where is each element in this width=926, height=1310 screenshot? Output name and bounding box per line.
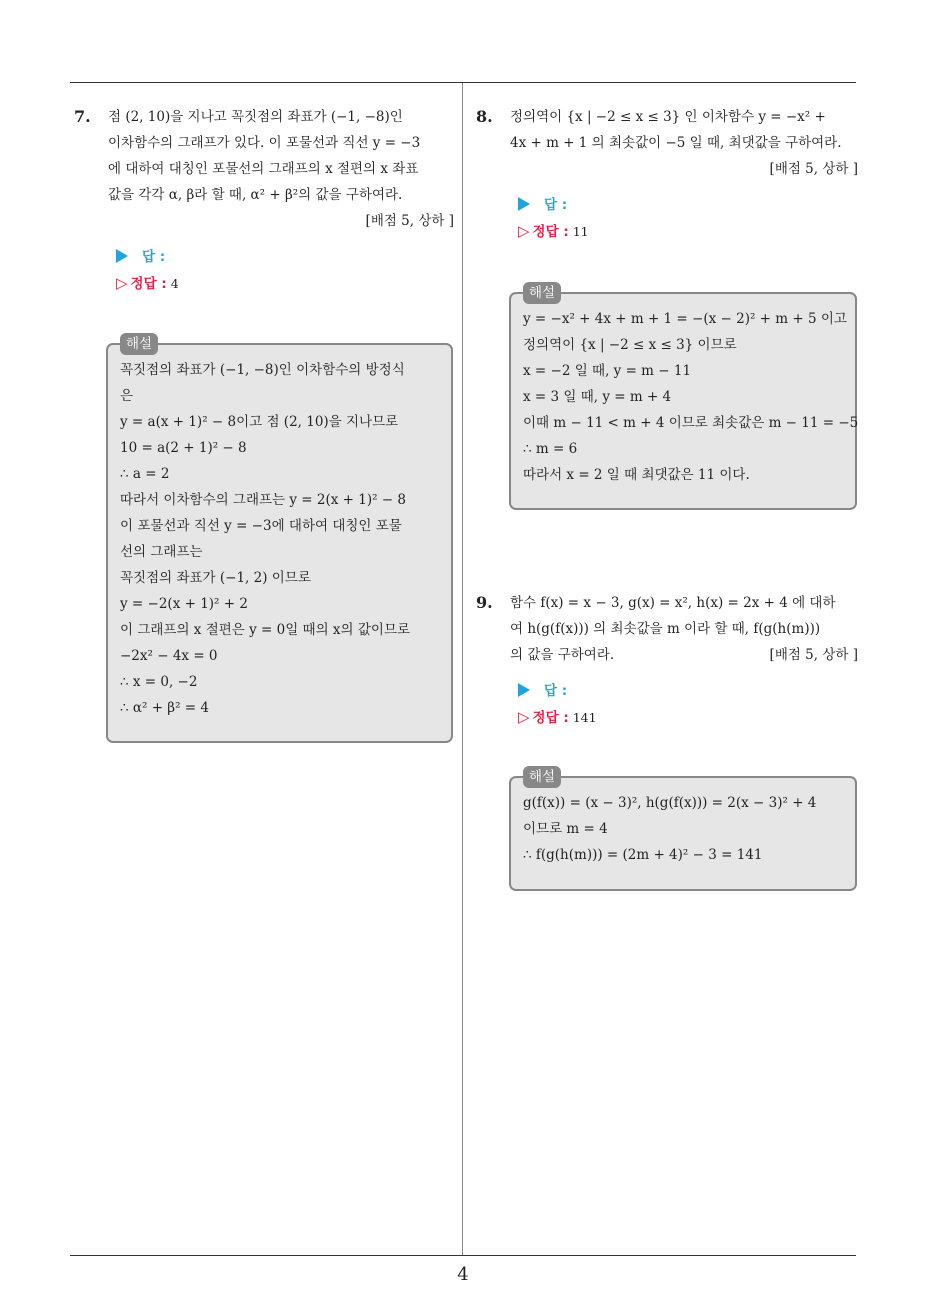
solution-line: g(f(x)) = (x − 3)², h(g(f(x))) = 2(x − 3)² + 4: [523, 795, 817, 811]
solution-line: 꼭짓점의 좌표가 (−1, 2) 이므로: [120, 570, 311, 586]
solution-tag: 해설: [523, 282, 561, 304]
answer-block: [518, 678, 858, 730]
solution-line: 선의 그래프는: [120, 544, 203, 560]
solution-line: ∴ f(g(h(m))) = (2m + 4)² − 3 = 141: [523, 847, 763, 863]
correct-value: 141: [572, 710, 597, 725]
solution-line: x = 3 일 때, y = m + 4: [523, 389, 672, 405]
correct-answer: [518, 704, 858, 730]
solution-line: y = −x² + 4x + m + 1 = −(x − 2)² + m + 5 이고: [523, 311, 847, 327]
outline-triangle-icon: ▷: [518, 708, 530, 726]
play-triangle-icon: [518, 683, 530, 697]
question-line: 값을 각각 α, β라 할 때, α² + β²의 값을 구하여라.: [108, 187, 403, 203]
solution-line: 정의역이 {x | −2 ≤ x ≤ 3} 이므로: [523, 337, 737, 353]
answer-blank: [116, 244, 454, 270]
answer-label: 답 :: [142, 249, 166, 265]
bottom-rule: [70, 1255, 856, 1256]
solution-tag: 해설: [523, 766, 561, 788]
solution-line: ∴ m = 6: [523, 441, 578, 457]
solution-line: ∴ a = 2: [120, 466, 170, 482]
solution-line: ∴ x = 0, −2: [120, 674, 198, 690]
solution-line: y = a(x + 1)² − 8이고 점 (2, 10)을 지나므로: [120, 414, 399, 430]
score-meta: [배점 5, 상하 ]: [365, 213, 454, 229]
problem-9: [476, 590, 858, 730]
solution-line: x = −2 일 때, y = m − 11: [523, 363, 692, 379]
question-line: 이차함수의 그래프가 있다. 이 포물선과 직선 y = −3: [108, 135, 421, 151]
solution-line: 꼭짓점의 좌표가 (−1, −8)인 이차함수의 방정식: [120, 362, 405, 378]
correct-value: 4: [170, 276, 179, 291]
correct-label: 정답 :: [130, 276, 167, 292]
question-line: 정의역이 {x | −2 ≤ x ≤ 3} 인 이차함수 y = −x² +: [510, 109, 826, 125]
correct-value: 11: [572, 224, 589, 239]
solution-box-9: [509, 769, 857, 891]
solution-line: 따라서 이차함수의 그래프는 y = 2(x + 1)² − 8: [120, 492, 407, 508]
solution-line: 이때 m − 11 < m + 4 이므로 최솟값은 m − 11 = −5: [523, 415, 859, 431]
problem-number: 9.: [476, 593, 493, 612]
solution-line: 10 = a(2 + 1)² − 8: [120, 440, 247, 456]
top-rule: [70, 82, 856, 83]
page-number: 4: [457, 1264, 469, 1285]
answer-label: 답 :: [544, 197, 568, 213]
solution-box-7: [106, 336, 453, 743]
solution-line: ∴ α² + β² = 4: [120, 700, 210, 716]
solution-line: 이 포물선과 직선 y = −3에 대하여 대칭인 포물: [120, 518, 402, 534]
solution-line: 은: [120, 388, 134, 404]
question-line: 점 (2, 10)을 지나고 꼭짓점의 좌표가 (−1, −8)인: [108, 109, 403, 125]
question-line: 여 h(g(f(x))) 의 최솟값을 m 이라 할 때, f(g(h(m))): [510, 621, 821, 637]
solution-line: 따라서 x = 2 일 때 최댓값은 11 이다.: [523, 467, 750, 483]
question-last-line: [510, 642, 858, 668]
correct-answer: [116, 270, 454, 296]
answer-label: 답 :: [544, 683, 568, 699]
problem-7: [74, 104, 454, 296]
answer-block: [518, 192, 858, 244]
solution-line: 이 그래프의 x 절편은 y = 0일 때의 x의 값이므로: [120, 622, 411, 638]
question-line: 함수 f(x) = x − 3, g(x) = x², h(x) = 2x + 4 에 대하: [510, 595, 836, 611]
question-line: 의 값을 구하여라.: [510, 647, 615, 663]
solution-tag: 해설: [120, 333, 158, 355]
correct-answer: [518, 218, 858, 244]
score-meta: [배점 5, 상하 ]: [769, 647, 858, 663]
correct-label: 정답 :: [532, 224, 569, 240]
question-line: 에 대하여 대칭인 포물선의 그래프의 x 절편의 x 좌표: [108, 161, 419, 177]
problem-number: 7.: [74, 107, 91, 126]
play-triangle-icon: [116, 249, 128, 263]
outline-triangle-icon: ▷: [116, 274, 128, 292]
answer-blank: [518, 678, 858, 704]
solution-box-8: [509, 285, 859, 510]
column-divider: [462, 83, 463, 1255]
problem-8: [476, 104, 858, 244]
solution-line: −2x² − 4x = 0: [120, 648, 218, 664]
problem-number: 8.: [476, 107, 493, 126]
answer-block: [116, 244, 454, 296]
solution-line: y = −2(x + 1)² + 2: [120, 596, 248, 612]
solution-line: 이므로 m = 4: [523, 821, 608, 837]
outline-triangle-icon: ▷: [518, 222, 530, 240]
score-meta: [배점 5, 상하 ]: [769, 161, 858, 177]
play-triangle-icon: [518, 197, 530, 211]
question-line: 4x + m + 1 의 최솟값이 −5 일 때, 최댓값을 구하여라.: [510, 135, 842, 151]
answer-blank: [518, 192, 858, 218]
correct-label: 정답 :: [532, 710, 569, 726]
